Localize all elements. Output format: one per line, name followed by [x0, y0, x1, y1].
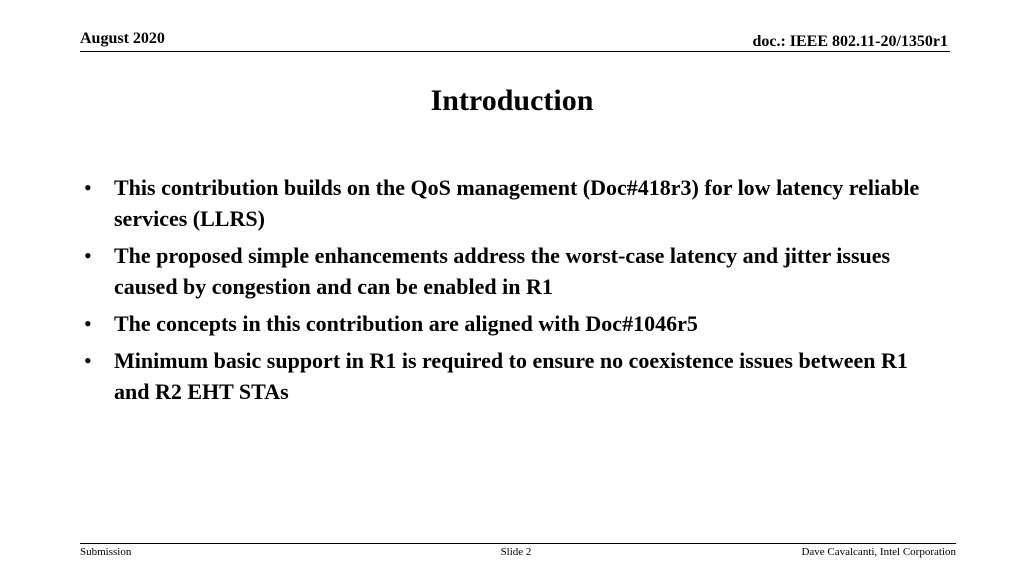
bullet-item	[82, 308, 922, 339]
footer-author: Dave Cavalcanti, Intel Corporation	[801, 546, 956, 558]
bullet-icon: •	[84, 175, 92, 200]
bullet-list	[82, 172, 922, 413]
header-divider	[80, 51, 950, 52]
bullet-icon: •	[84, 348, 92, 373]
bullet-text: The proposed simple enhancements address the worst-case latency and jitter issues caused by congestion and can be enabled in R1	[114, 243, 891, 299]
header-date: August 2020	[80, 30, 165, 47]
bullet-item	[82, 345, 922, 407]
bullet-item	[82, 172, 922, 234]
bullet-text: This contribution builds on the QoS management (Doc#418r3) for low latency reliable services (LLRS)	[114, 175, 920, 231]
header-doc-id: doc.: IEEE 802.11-20/1350r1	[752, 33, 948, 50]
bullet-icon: •	[84, 243, 92, 268]
bullet-text: Minimum basic support in R1 is required to ensure no coexistence issues between R1 and R2 EHT STAs	[114, 348, 908, 404]
slide-title: Introduction	[430, 84, 594, 117]
footer-submission: Submission	[80, 546, 132, 558]
footer-slide-number: Slide 2	[500, 546, 532, 558]
bullet-icon: •	[84, 311, 92, 336]
bullet-item	[82, 240, 922, 302]
bullet-text: The concepts in this contribution are aligned with Doc#1046r5	[114, 311, 698, 336]
footer-divider	[80, 543, 956, 544]
